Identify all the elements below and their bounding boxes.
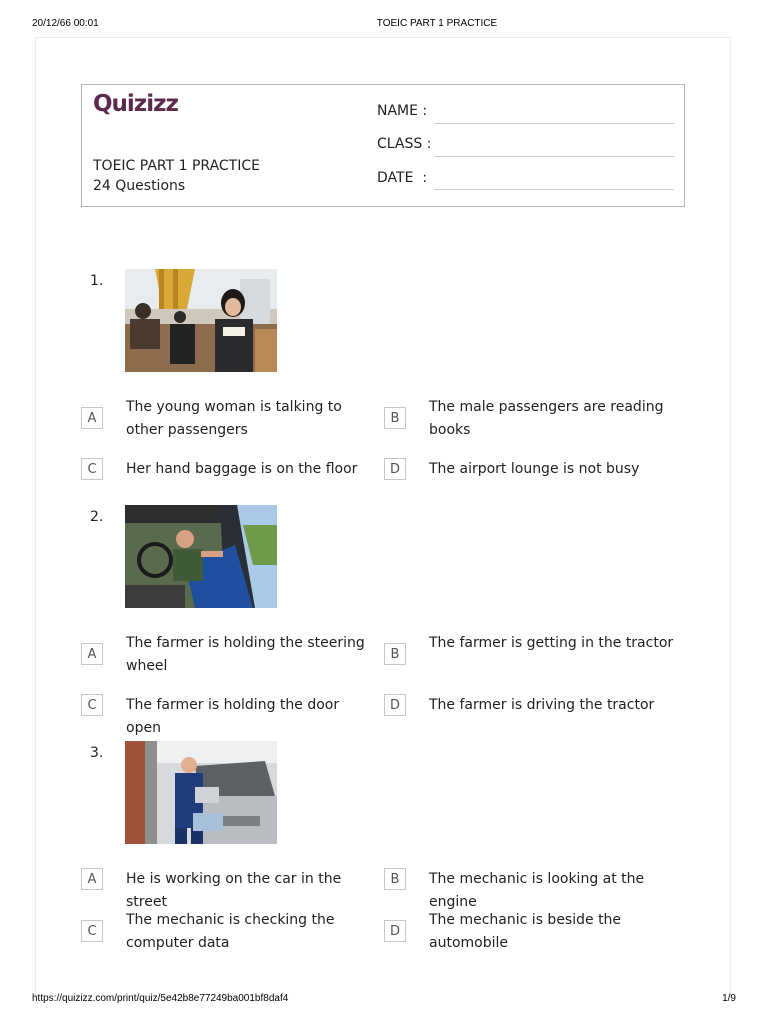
print-footer bbox=[0, 993, 768, 1007]
print-doc-title: TOEIC PART 1 PRACTICE bbox=[376, 18, 498, 29]
option-text-3a: He is working on the car in the street bbox=[126, 871, 342, 910]
print-url: https://quizizz.com/print/quiz/5e42b8e77249ba001bf8daf4 bbox=[32, 993, 289, 1004]
option-text-2a: The farmer is holding the steering wheel bbox=[126, 635, 365, 674]
option-text-2b: The farmer is getting in the tractor bbox=[429, 635, 674, 651]
question-number-2: 2. bbox=[90, 509, 104, 525]
option-text-3d: The mechanic is beside the automobile bbox=[429, 912, 622, 951]
name-label: NAME : bbox=[377, 103, 428, 119]
quiz-title: TOEIC PART 1 PRACTICE bbox=[93, 158, 260, 174]
option-letter-3a: A bbox=[81, 868, 103, 890]
option-letter-3b: B bbox=[384, 868, 406, 890]
option-letter-2c: C bbox=[81, 694, 103, 716]
class-label: CLASS : bbox=[377, 136, 432, 152]
date-field-line bbox=[434, 189, 674, 190]
option-letter-2d: D bbox=[384, 694, 406, 716]
option-letter-2b: B bbox=[384, 643, 406, 665]
option-text-3b: The mechanic is looking at the engine bbox=[429, 871, 645, 910]
option-text-1b: The male passengers are reading books bbox=[429, 399, 664, 438]
option-text-3c: The mechanic is checking the computer data bbox=[126, 912, 335, 951]
mechanic-car-photo-icon bbox=[125, 741, 277, 844]
option-text-2c: The farmer is holding the door open bbox=[126, 697, 340, 736]
farmer-tractor-photo-icon bbox=[125, 505, 277, 608]
option-text-2d: The farmer is driving the tractor bbox=[429, 697, 655, 713]
option-letter-2a: A bbox=[81, 643, 103, 665]
airport-lounge-photo-icon bbox=[125, 269, 277, 372]
question-count: 24 Questions bbox=[93, 178, 186, 194]
quizizz-logo: Quizizz bbox=[93, 91, 178, 117]
option-letter-1a: A bbox=[81, 407, 103, 429]
name-field-line bbox=[434, 123, 674, 124]
print-header bbox=[0, 18, 768, 32]
option-text-1d: The airport lounge is not busy bbox=[429, 461, 640, 477]
option-text-1a: The young woman is talking to other passengers bbox=[126, 399, 342, 438]
print-page-number: 1/9 bbox=[722, 993, 736, 1004]
date-label: DATE : bbox=[377, 170, 428, 186]
option-letter-1d: D bbox=[384, 458, 406, 480]
option-text-1c: Her hand baggage is on the floor bbox=[126, 461, 358, 477]
worksheet-header bbox=[81, 84, 685, 207]
option-letter-3d: D bbox=[384, 920, 406, 942]
option-letter-1b: B bbox=[384, 407, 406, 429]
question-number-3: 3. bbox=[90, 745, 104, 761]
class-field-line bbox=[434, 156, 674, 157]
option-letter-1c: C bbox=[81, 458, 103, 480]
print-datetime: 20/12/66 00:01 bbox=[32, 18, 99, 29]
question-number-1: 1. bbox=[90, 273, 104, 289]
option-letter-3c: C bbox=[81, 920, 103, 942]
